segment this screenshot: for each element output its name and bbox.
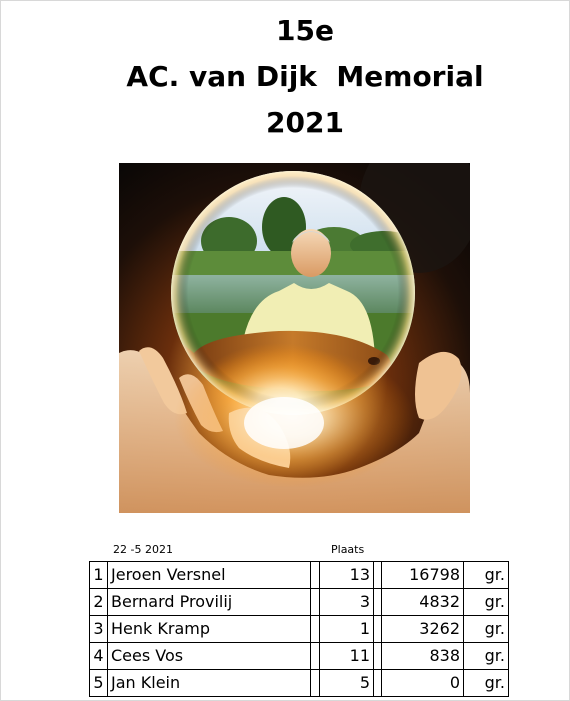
place-cell: 1 (320, 616, 374, 643)
name-cell: Cees Vos (108, 643, 311, 670)
unit-cell: gr. (464, 670, 509, 697)
unit-cell: gr. (464, 643, 509, 670)
spacer-cell (311, 670, 320, 697)
unit-cell: gr. (464, 562, 509, 589)
place-cell: 3 (320, 589, 374, 616)
name-cell: Bernard Provilij (108, 589, 311, 616)
spacer-cell (311, 616, 320, 643)
place-column-header: Plaats (331, 543, 365, 556)
weight-cell: 838 (382, 643, 464, 670)
table-row (90, 562, 509, 589)
weight-cell: 3262 (382, 616, 464, 643)
place-cell: 5 (320, 670, 374, 697)
spacer-cell (311, 643, 320, 670)
unit-cell: gr. (464, 616, 509, 643)
name-cell: Jeroen Versnel (108, 562, 311, 589)
table-row (90, 643, 509, 670)
name-cell: Jan Klein (108, 670, 311, 697)
spacer-cell (374, 643, 382, 670)
rank-cell: 5 (90, 670, 108, 697)
weight-cell: 0 (382, 670, 464, 697)
table-row (90, 616, 509, 643)
year-title: 2021 (266, 106, 344, 139)
spacer-cell (374, 616, 382, 643)
spacer-cell (374, 670, 382, 697)
edition-title: 15e (276, 14, 334, 47)
table-row (90, 670, 509, 697)
place-cell: 13 (320, 562, 374, 589)
rank-cell: 1 (90, 562, 108, 589)
name-cell: Henk Kramp (108, 616, 311, 643)
results-date: 22 -5 2021 (113, 543, 173, 556)
rank-cell: 3 (90, 616, 108, 643)
rank-cell: 4 (90, 643, 108, 670)
results-table (89, 561, 509, 697)
weight-cell: 16798 (382, 562, 464, 589)
spacer-cell (311, 589, 320, 616)
weight-cell: 4832 (382, 589, 464, 616)
table-row (90, 589, 509, 616)
spacer-cell (311, 562, 320, 589)
spacer-cell (374, 562, 382, 589)
memorial-photo (119, 163, 470, 513)
unit-cell: gr. (464, 589, 509, 616)
memorial-title: AC. van Dijk Memorial (126, 60, 484, 93)
spacer-cell (374, 589, 382, 616)
rank-cell: 2 (90, 589, 108, 616)
place-cell: 11 (320, 643, 374, 670)
